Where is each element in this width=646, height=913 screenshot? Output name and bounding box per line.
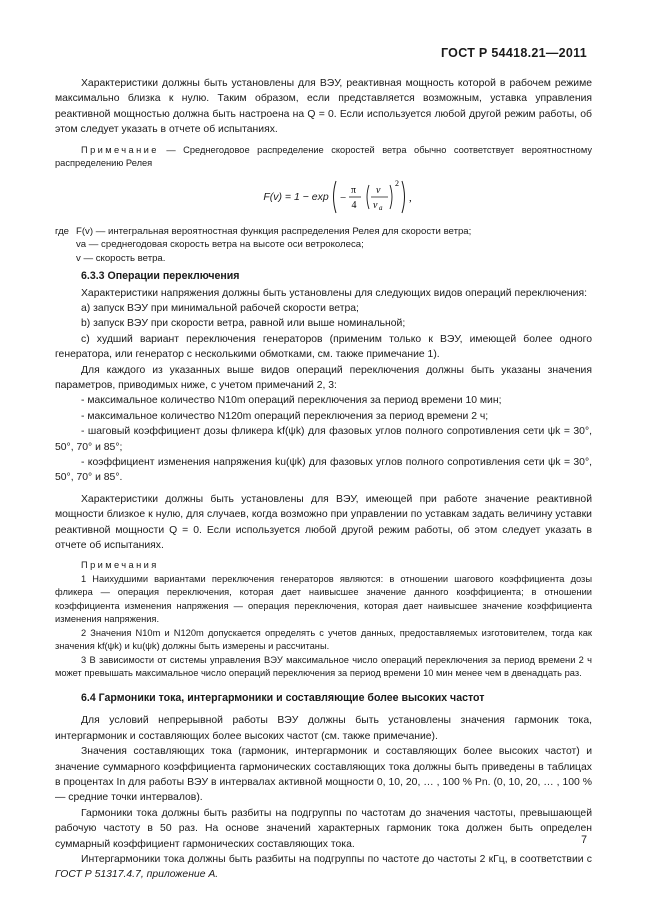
s633-dash-2: - максимальное количество N120m операций переключения за период времени 2 ч; (81, 410, 489, 422)
s633-intro: Характеристики напряжения должны быть установлены для следующих видов операций переключения: (81, 287, 587, 299)
formula-v: v (375, 184, 381, 196)
where-line-3: v — скорость ветра. (76, 252, 166, 264)
s64-paragraph-2: Значения составляющих тока (гармоник, интергармоник и составляющих более высоких частот) и значение суммарного коэффициента гармонических составляющих тока должны быть приведены в таблицах в процентах In для работы ВЭУ в интервалах активной мощности 0, 10, 20, … , 100 % Pn. (0, 10, 20, … , 100 % — средние точки интервалов). (55, 746, 592, 804)
gost-reference-link: ГОСТ Р 51317.4.7, приложение А. (55, 869, 219, 881)
where-line-1: F(v) — интегральная вероятностная функция распределения Релея для скорости ветра; (76, 225, 472, 237)
section-6-4-title: 6.4 Гармоники тока, интергармоники и составляющие более высоких частот (81, 691, 485, 704)
formula-pi: π (350, 184, 356, 196)
section-6-3-3-title: 6.3.3 Операции переключения (81, 270, 240, 283)
formula-exp2: 2 (394, 178, 399, 188)
note-text: — Среднегодовое распределение скоростей ветра обычно соответствует вероятностному распределению Релея (55, 144, 592, 169)
s64-paragraph-1: Для условий непрерывной работы ВЭУ должны быть установлены значения гармоник тока, интергармоник и составляющих более высоких частот (см. также примечание). (55, 715, 592, 742)
s64-paragraph-3: Гармоники тока должны быть разбиты на подгруппы по частотам до значения частоты, превышающей рабочую частоту в 50 раз. На основе значений характерных гармоник тока должен быть определен суммарный коэффициент гармонических составляющих тока. (55, 807, 592, 850)
page-number: 7 (581, 834, 587, 846)
svg-text:,: , (408, 191, 412, 204)
formula-lhs: F(v) = 1 − exp (263, 190, 329, 203)
s633-dash-3: - шаговый коэффициент дозы фликера kf(ψk) для фазовых углов полного сопротивления сети ψk = 30°, 50°, 70° и 85°; (55, 426, 592, 453)
s633-dash-1: - максимальное количество N10m операций переключения за период времени 10 мин; (81, 395, 502, 407)
intro-paragraph: Характеристики должны быть установлены для ВЭУ, реактивная мощность которой в рабочем режиме максимально близка к нулю. Таким образом, если представляется возможным, уставка управления реактивной мощностью должна быть настроена на Q = 0. Если используется любой другой режим работы, об этом следует указать в отчете об испытаниях. (55, 78, 592, 136)
rayleigh-formula (55, 177, 592, 217)
s633-note-3: 3 В зависимости от системы управления ВЭУ максимальное число операций переключения за период времени 2 ч может превышать максимальное число операций переключения за период времени 10 мин менее чем в двенадцать раз. (55, 654, 592, 679)
formula-exponent-svg (332, 177, 424, 217)
formula-va: v (372, 199, 378, 211)
s633-params-intro: Для каждого из указанных выше видов операций переключения должны быть указаны значения параметров, приводимых ниже, с учетом примечаний 2, 3: (55, 364, 592, 391)
s633-reactive-paragraph: Характеристики должны быть установлены для ВЭУ, имеющей при работе значение реактивной мощности близкое к нулю, для случаев, когда возможно при управлении по уставкам задать величину уставки реактивной мощности Q = 0. Если используется любой другой режим работы, об этом следует указать в отчете об испытаниях. (55, 493, 592, 552)
formula-va-sub: a (378, 203, 383, 212)
formula-legend (55, 225, 592, 266)
s633-item-b: b) запуск ВЭУ при скорости ветра, равной или выше номинальной; (81, 318, 406, 330)
svg-text:−: − (339, 191, 346, 204)
intro-note (55, 144, 592, 171)
s633-notes-label: Примечания (81, 560, 159, 571)
page-content (55, 76, 592, 883)
formula-four: 4 (351, 199, 357, 211)
note-label: Примечание (81, 144, 159, 155)
document-header: ГОСТ Р 54418.21—2011 (440, 46, 587, 60)
s633-note-2: 2 Значения N10m и N120m допускается определять с учетов данных, предоставляемых изготовителем, тогда как значения kf(ψk) и ku(ψk) должны быть измерены и рассчитаны. (55, 627, 592, 652)
s64-paragraph-4 (55, 852, 592, 883)
s633-dash-4: - коэффициент изменения напряжения ku(ψk) для фазовых углов полного сопротивления сети ψk = 30°, 50°, 70° и 85°. (55, 457, 592, 484)
s633-item-c: с) худший вариант переключения генераторов (применим только к ВЭУ, имеющей более одного генератора, или генератор с несколькими обмотками, см. также примечание 1). (55, 333, 592, 361)
where-word: где (55, 225, 70, 237)
s633-note-1: 1 Наихудшими вариантами переключения генераторов являются: в отношении шагового коэффициента дозы фликера — операция переключения, которая дает наивысшее значение данного коэффициента; в отношении коэффициента изменения напряжения — операция переключения, которая дает наивысшее значение коэффициента изменения напряжения. (55, 573, 592, 625)
where-line-2: va — среднегодовая скорость ветра на высоте оси ветроколеса; (76, 239, 364, 251)
s633-item-a: а) запуск ВЭУ при минимальной рабочей скорости ветра; (81, 302, 359, 314)
s64-paragraph-4-text: Интергармоники тока должны быть разбиты на подгруппы по частоте до частоты 2 кГц, в соответствии с (81, 854, 592, 865)
